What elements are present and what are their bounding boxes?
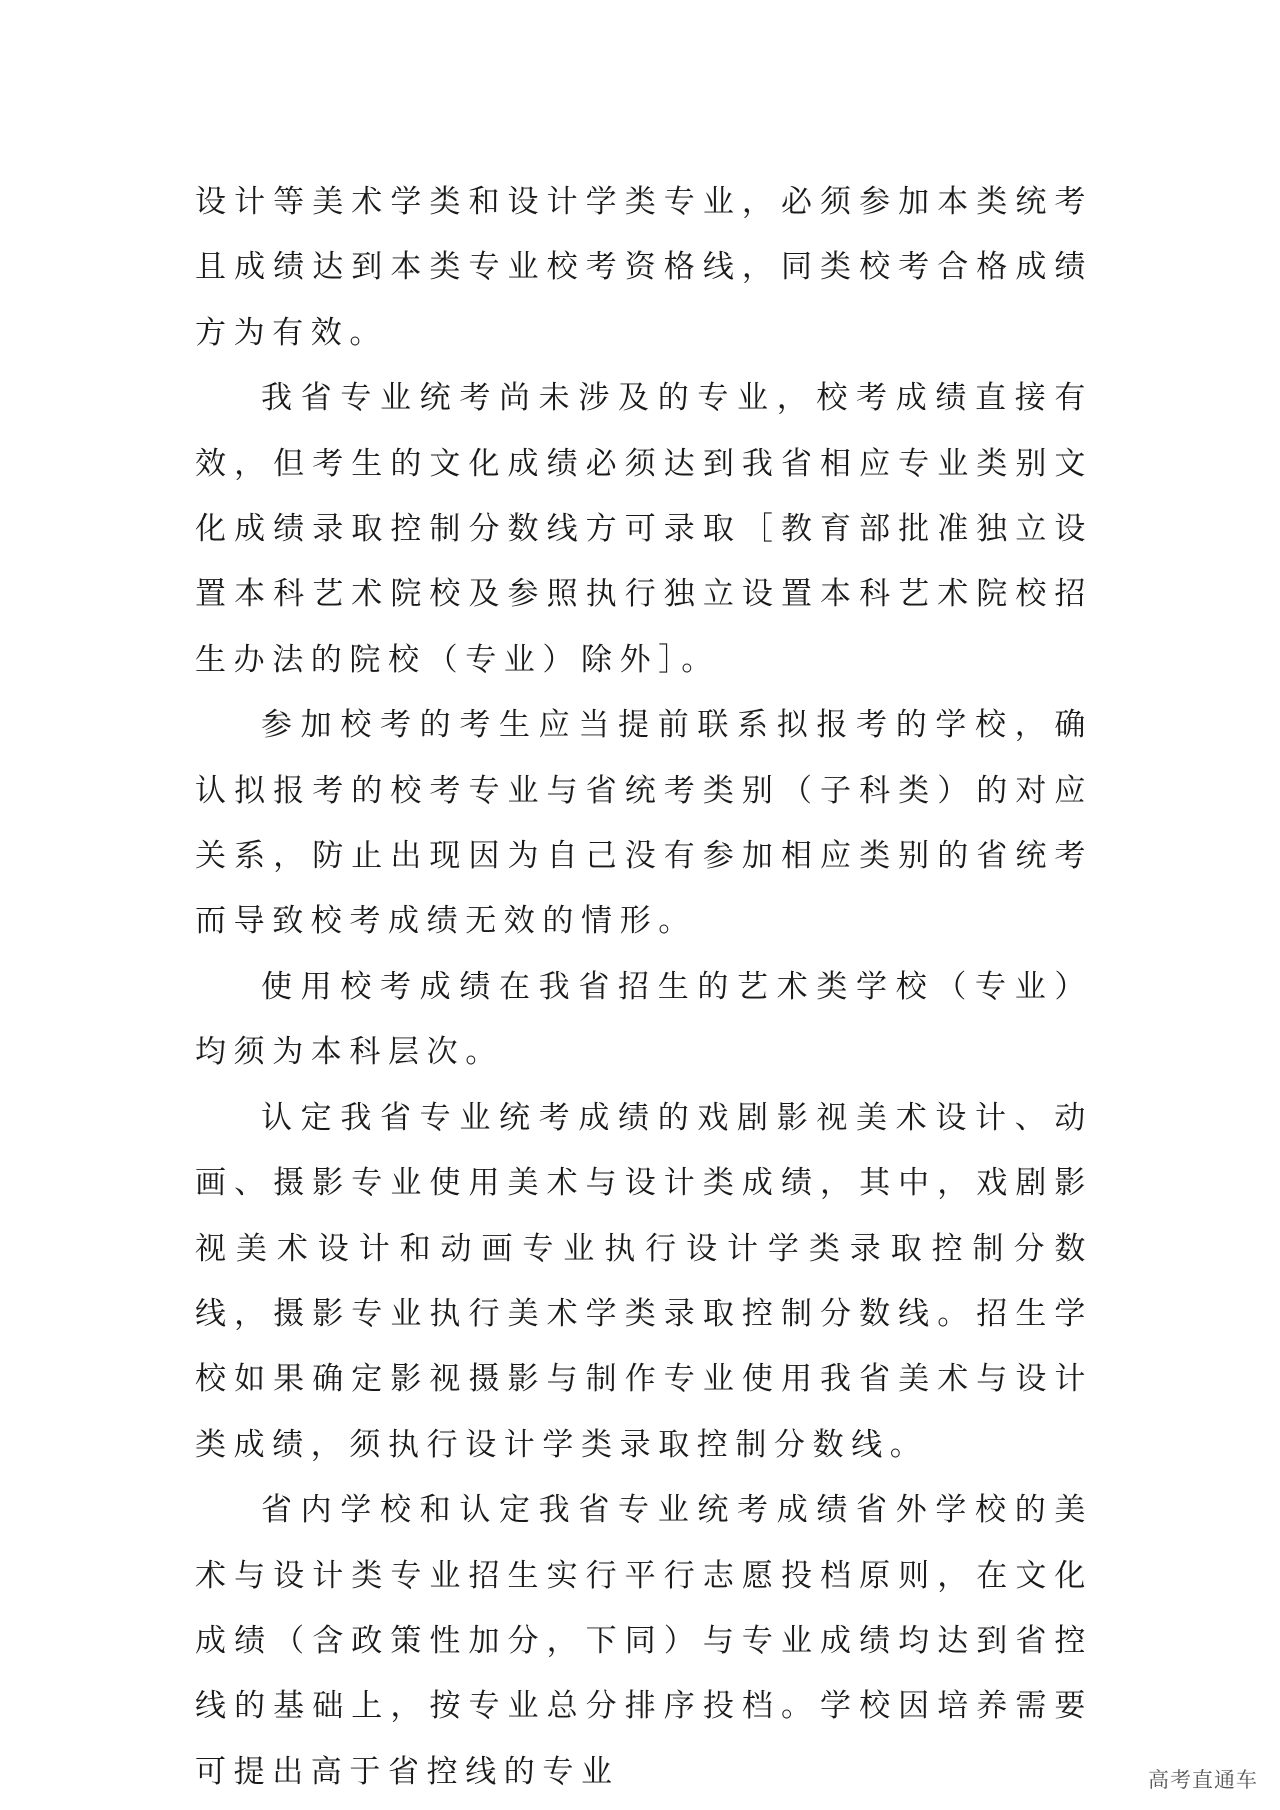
paragraph-1: 设计等美术学类和设计学类专业，必须参加本类统考且成绩达到本类专业校考资格线，同类校考合格成绩方为有效。 [195, 184, 1093, 351]
paragraph-2: 我省专业统考尚未涉及的专业，校考成绩直接有效，但考生的文化成绩必须达到我省相应专业类别文化成绩录取控制分数线方可录取［教育部批准独立设置本科艺术院校及参照执行独立设置本科艺术院校招生办法的院校（专业）除外］。 [195, 380, 1093, 678]
paragraph-6: 省内学校和认定我省专业统考成绩省外学校的美术与设计类专业招生实行平行志愿投档原则，在文化成绩（含政策性加分，下同）与专业成绩均达到省控线的基础上，按专业总分排序投档。学校因培养需要可提出高于省控线的专业 [195, 1492, 1093, 1790]
document-body [195, 170, 1093, 1805]
paragraph-5: 认定我省专业统考成绩的戏剧影视美术设计、动画、摄影专业使用美术与设计类成绩，其中，戏剧影视美术设计和动画专业执行设计学类录取控制分数线，摄影专业执行美术学类录取控制分数线。招生学校如果确定影视摄影与制作专业使用我省美术与设计类成绩，须执行设计学类录取控制分数线。 [195, 1099, 1093, 1463]
paragraph-3: 参加校考的考生应当提前联系拟报考的学校，确认拟报考的校考专业与省统考类别（子科类）的对应关系，防止出现因为自己没有参加相应类别的省统考而导致校考成绩无效的情形。 [195, 707, 1093, 940]
watermark-label: 高考直通车 [1148, 1768, 1258, 1792]
paragraph-4: 使用校考成绩在我省招生的艺术类学校（专业）均须为本科层次。 [195, 968, 1093, 1071]
